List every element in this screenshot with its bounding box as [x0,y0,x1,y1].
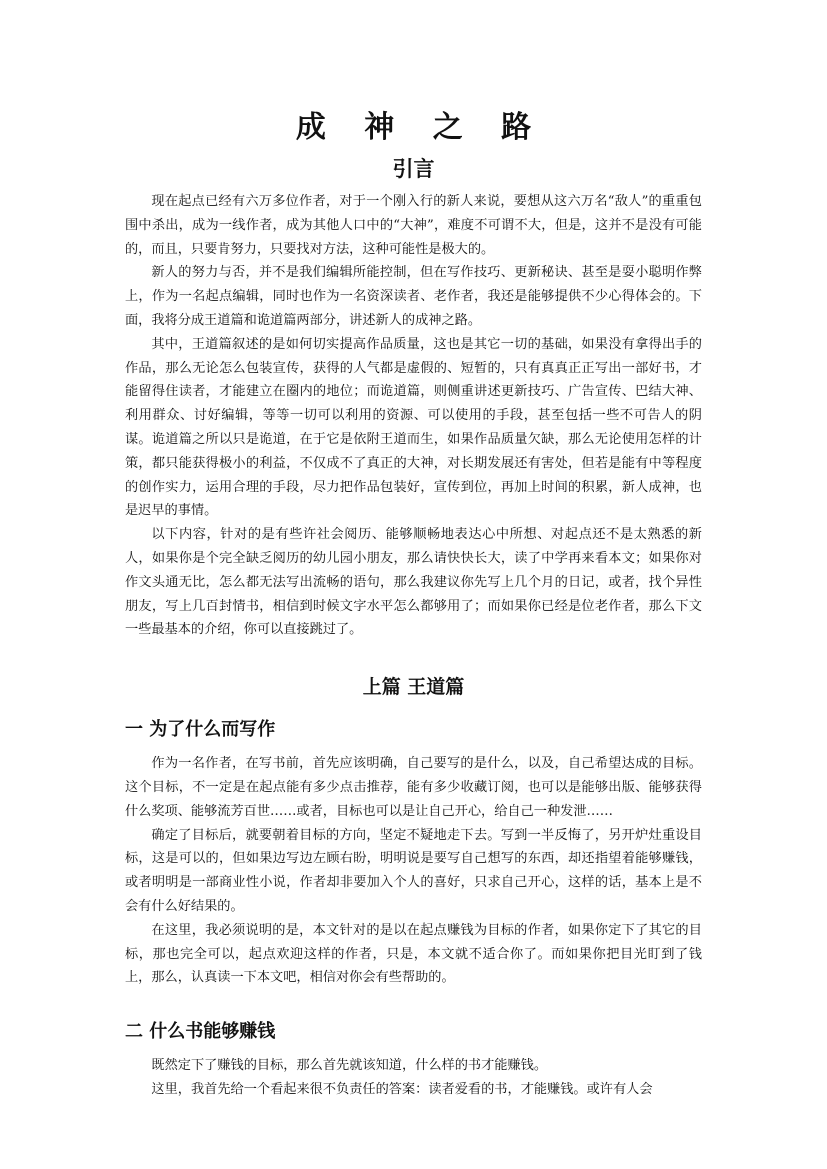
chapter-section [125,716,702,990]
chapter-paragraph: 作为一名作者，在写书前，首先应该明确，自己要写的是什么，以及，自己希望达成的目标。这个目标，不一定是在起点能有多少点击推荐，能有多少收藏订阅，也可以是能够出版、能够获得什么奖项、能够流芳百世……或者，目标也可以是让自己开心，给自己一种发泄…… [125,756,702,819]
chapter-heading: 一 为了什么而写作 [125,719,276,741]
document-page [125,96,702,1102]
intro-paragraph: 现在起点已经有六万多位作者，对于一个刚入行的新人来说，要想从这六万名“敌人”的重重包围中杀出，成为一线作者，成为其他人口中的“大神”，难度不可谓不大，但是，这并不是没有可能的，而且，只要肯努力，只要找对方法，这种可能性是极大的。 [125,194,702,257]
chapter-paragraph: 在这里，我必须说明的是，本文针对的是以在起点赚钱为目标的作者，如果你定下了其它的目标，那也完全可以，起点欢迎这样的作者，只是，本文就不适合你了。而如果你把目光盯到了钱上，那么，认真读一下本文吧，相信对你会有些帮助的。 [125,922,702,986]
document-title: 成 神 之 路 [295,110,546,145]
intro-paragraph: 新人的努力与否，并不是我们编辑所能控制，但在写作技巧、更新秘诀、甚至是耍小聪明作弊上，作为一名起点编辑，同时也作为一名资深读者、老作者，我还是能够提供不少心得体会的。下面，我将分成王道篇和诡道篇两部分，讲述新人的成神之路。 [125,265,702,328]
intro-paragraph: 以下内容，针对的是有些许社会阅历、能够顺畅地表达心中所想、对起点还不是太熟悉的新人，如果你是个完全缺乏阅历的幼儿园小朋友，那么请快快长大，读了中学再来看本文；如果你对作文头通无比，怎么都无法写出流畅的语句，那么我建议你先写上几个月的日记，或者，找个异性朋友，写上几百封情书，相信到时候文字水平怎么都够用了；而如果你已经是位老作者，那么下文一些最基本的介绍，你可以直接跳过了。 [125,527,702,638]
chapter-paragraph: 这里，我首先给一个看起来很不负责任的答案：读者爱看的书，才能赚钱。或许有人会 [151,1081,653,1097]
intro-heading: 引言 [392,157,435,181]
chapter-heading: 二 什么书能够赚钱 [125,1021,276,1043]
chapter-section [125,1018,702,1102]
intro-paragraph: 其中，王道篇叙述的是如何切实提高作品质量，这也是其它一切的基础，如果没有拿得出手的作品，那么无论怎么包装宣传，获得的人气都是虚假的、短暂的，只有真真正正写出一部好书，才能留得住读者，才能建立在圈内的地位；而诡道篇，则侧重讲述更新技巧、广告宣传、巴结大神、利用群众、讨好编辑，等等一切可以利用的资源、可以使用的手段，甚至包括一些不可告人的阴谋。诡道篇之所以只是诡道，在于它是依附王道而生，如果作品质量欠缺，那么无论使用怎样的计策，都只能获得极小的利益，不仅成不了真正的大神，对长期发展还有害处，但若是能有中等程度的创作实力，运用合理的手段，尽力把作品包装好，宣传到位，再加上时间的积累，新人成神，也是迟早的事情。 [125,336,702,519]
intro-section [125,190,702,642]
chapter-paragraph: 既然定下了赚钱的目标，那么首先就该知道，什么样的书才能赚钱。 [151,1058,548,1074]
chapter-paragraph: 确定了目标后，就要朝着目标的方向，坚定不疑地走下去。写到一半反悔了，另开炉灶重设目标，这是可以的，但如果边写边左顾右盼，明明说是要写自己想写的东西，却还指望着能够赚钱，或者明明是一部商业性小说，作者却非要加入个人的喜好，只求自己开心，这样的话，基本上是不会有什么好结果的。 [125,827,702,914]
part-heading: 上篇 王道篇 [362,676,465,699]
